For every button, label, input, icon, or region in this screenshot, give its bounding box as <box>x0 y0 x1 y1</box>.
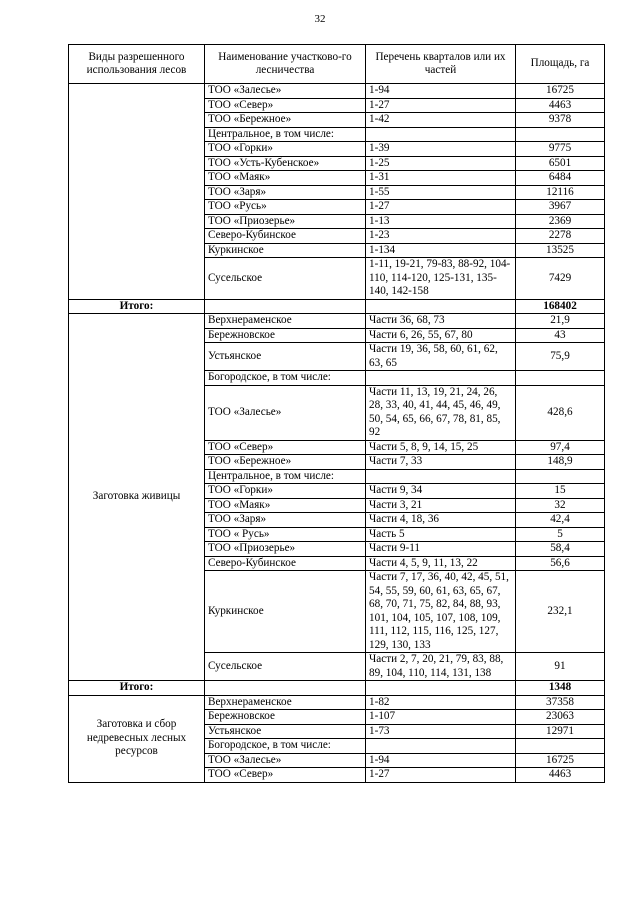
total-value: 1348 <box>516 681 605 696</box>
quarters-cell: Части 36, 68, 73 <box>366 314 516 329</box>
area-cell: 42,4 <box>516 513 605 528</box>
forestry-cell: Сусельское <box>205 653 366 681</box>
quarters-cell <box>366 127 516 142</box>
quarters-cell: 1-94 <box>366 84 516 99</box>
table-header-row <box>69 45 605 84</box>
area-cell: 7429 <box>516 258 605 300</box>
quarters-cell: Части 19, 36, 58, 60, 61, 62, 63, 65 <box>366 343 516 371</box>
forestry-cell: Богородское, в том числе: <box>205 371 366 386</box>
forestry-cell: ТОО «Бережное» <box>205 113 366 128</box>
forestry-cell: ТОО «Русь» <box>205 200 366 215</box>
area-cell: 428,6 <box>516 385 605 440</box>
quarters-cell <box>366 469 516 484</box>
area-cell: 32 <box>516 498 605 513</box>
quarters-cell: 1-73 <box>366 724 516 739</box>
forestry-cell: Центральное, в том числе: <box>205 469 366 484</box>
page-number: 32 <box>314 13 326 25</box>
quarters-cell: 1-13 <box>366 214 516 229</box>
area-cell: 75,9 <box>516 343 605 371</box>
area-cell: 4463 <box>516 768 605 783</box>
area-cell: 13525 <box>516 243 605 258</box>
use-type-cell: Заготовка живицы <box>69 314 205 681</box>
quarters-cell: Часть 5 <box>366 527 516 542</box>
forestry-cell: Устьянское <box>205 724 366 739</box>
area-cell: 15 <box>516 484 605 499</box>
quarters-cell: 1-107 <box>366 710 516 725</box>
quarters-cell: 1-25 <box>366 156 516 171</box>
quarters-cell: Части 5, 8, 9, 14, 15, 25 <box>366 440 516 455</box>
area-cell: 91 <box>516 653 605 681</box>
area-cell: 97,4 <box>516 440 605 455</box>
forestry-cell: ТОО «Заря» <box>205 513 366 528</box>
forestry-cell: Верхнераменское <box>205 695 366 710</box>
forestry-cell: ТОО «Залесье» <box>205 84 366 99</box>
quarters-cell: 1-27 <box>366 98 516 113</box>
total-empty-cell <box>366 681 516 696</box>
area-cell: 16725 <box>516 84 605 99</box>
header-quarters: Перечень кварталов или их частей <box>366 45 516 84</box>
area-cell: 3967 <box>516 200 605 215</box>
header-forestry: Наименование участково-го лесничества <box>205 45 366 84</box>
quarters-cell: 1-55 <box>366 185 516 200</box>
total-row <box>69 299 605 314</box>
quarters-cell: 1-27 <box>366 768 516 783</box>
quarters-cell: 1-27 <box>366 200 516 215</box>
area-cell: 21,9 <box>516 314 605 329</box>
total-value: 168402 <box>516 299 605 314</box>
table-row <box>69 314 605 329</box>
forestry-cell: Куркинское <box>205 243 366 258</box>
quarters-cell: Части 4, 18, 36 <box>366 513 516 528</box>
area-cell: 6501 <box>516 156 605 171</box>
quarters-cell: Части 7, 33 <box>366 455 516 470</box>
forestry-cell: ТОО «Север» <box>205 768 366 783</box>
total-empty-cell <box>366 299 516 314</box>
forestry-cell: ТОО «Горки» <box>205 142 366 157</box>
area-cell: 43 <box>516 328 605 343</box>
quarters-cell: Части 9-11 <box>366 542 516 557</box>
quarters-cell: Части 7, 17, 36, 40, 42, 45, 51, 54, 55, 59, 60, 61, 63, 65, 67, 68, 70, 71, 75, 82, 84, 88, 93, 101, 104, 105, 107, 108, 109, 111, 112, 115, 116, 125, 127, 129, 130, 133 <box>366 571 516 653</box>
quarters-cell: 1-23 <box>366 229 516 244</box>
quarters-cell: 1-31 <box>366 171 516 186</box>
quarters-cell: 1-42 <box>366 113 516 128</box>
header-use: Виды разрешенного использования лесов <box>69 45 205 84</box>
total-empty-cell <box>205 681 366 696</box>
forestry-cell: ТОО «Приозерье» <box>205 214 366 229</box>
area-cell: 5 <box>516 527 605 542</box>
table-body <box>69 84 605 783</box>
forestry-cell: Северо-Кубинское <box>205 556 366 571</box>
quarters-cell: Части 2, 7, 20, 21, 79, 83, 88, 89, 104, 110, 114, 131, 138 <box>366 653 516 681</box>
forestry-cell: ТОО «Горки» <box>205 484 366 499</box>
total-empty-cell <box>205 299 366 314</box>
forestry-cell: Куркинское <box>205 571 366 653</box>
forestry-cell: ТОО «Маяк» <box>205 171 366 186</box>
forestry-cell: ТОО «Приозерье» <box>205 542 366 557</box>
area-cell: 23063 <box>516 710 605 725</box>
total-row <box>69 681 605 696</box>
quarters-cell: Части 3, 21 <box>366 498 516 513</box>
forestry-cell: ТОО «Усть-Кубенское» <box>205 156 366 171</box>
total-label: Итого: <box>69 299 205 314</box>
area-cell: 6484 <box>516 171 605 186</box>
forestry-cell: ТОО «Маяк» <box>205 498 366 513</box>
total-label: Итого: <box>69 681 205 696</box>
forestry-cell: Бережновское <box>205 710 366 725</box>
forestry-cell: Северо-Кубинское <box>205 229 366 244</box>
quarters-cell: 1-11, 19-21, 79-83, 88-92, 104-110, 114-120, 125-131, 135-140, 142-158 <box>366 258 516 300</box>
area-cell: 4463 <box>516 98 605 113</box>
area-cell <box>516 469 605 484</box>
quarters-cell: Части 6, 26, 55, 67, 80 <box>366 328 516 343</box>
forestry-cell: Центральное, в том числе: <box>205 127 366 142</box>
header-area: Площадь, га <box>516 45 605 84</box>
area-cell: 2369 <box>516 214 605 229</box>
quarters-cell: Части 9, 34 <box>366 484 516 499</box>
area-cell <box>516 127 605 142</box>
forestry-cell: ТОО «Бережное» <box>205 455 366 470</box>
use-type-cell: Заготовка и сбор недревесных лесных ресурсов <box>69 695 205 782</box>
area-cell: 56,6 <box>516 556 605 571</box>
table-row <box>69 84 605 99</box>
area-cell: 9378 <box>516 113 605 128</box>
area-cell: 148,9 <box>516 455 605 470</box>
quarters-cell: 1-82 <box>366 695 516 710</box>
area-cell: 232,1 <box>516 571 605 653</box>
area-cell: 58,4 <box>516 542 605 557</box>
quarters-cell: 1-39 <box>366 142 516 157</box>
quarters-cell <box>366 739 516 754</box>
quarters-cell: 1-134 <box>366 243 516 258</box>
forestry-cell: ТОО «Север» <box>205 440 366 455</box>
area-cell: 9775 <box>516 142 605 157</box>
quarters-cell: 1-94 <box>366 753 516 768</box>
forestry-cell: Верхнераменское <box>205 314 366 329</box>
forestry-cell: ТОО «Залесье» <box>205 753 366 768</box>
table-row <box>69 695 605 710</box>
quarters-cell: Части 11, 13, 19, 21, 24, 26, 28, 33, 40, 41, 44, 45, 46, 49, 50, 54, 65, 66, 67, 78, 81, 85, 92 <box>366 385 516 440</box>
area-cell: 2278 <box>516 229 605 244</box>
area-cell: 16725 <box>516 753 605 768</box>
forest-use-table <box>68 44 605 783</box>
forestry-cell: ТОО «Заря» <box>205 185 366 200</box>
forestry-cell: Бережновское <box>205 328 366 343</box>
forestry-cell: Сусельское <box>205 258 366 300</box>
forestry-cell: ТОО «Залесье» <box>205 385 366 440</box>
use-type-cell <box>69 84 205 300</box>
area-cell: 37358 <box>516 695 605 710</box>
area-cell: 12116 <box>516 185 605 200</box>
area-cell: 12971 <box>516 724 605 739</box>
forestry-cell: ТОО «Север» <box>205 98 366 113</box>
forestry-cell: Устьянское <box>205 343 366 371</box>
quarters-cell <box>366 371 516 386</box>
forestry-cell: ТОО « Русь» <box>205 527 366 542</box>
area-cell <box>516 371 605 386</box>
area-cell <box>516 739 605 754</box>
quarters-cell: Части 4, 5, 9, 11, 13, 22 <box>366 556 516 571</box>
forestry-cell: Богородское, в том числе: <box>205 739 366 754</box>
